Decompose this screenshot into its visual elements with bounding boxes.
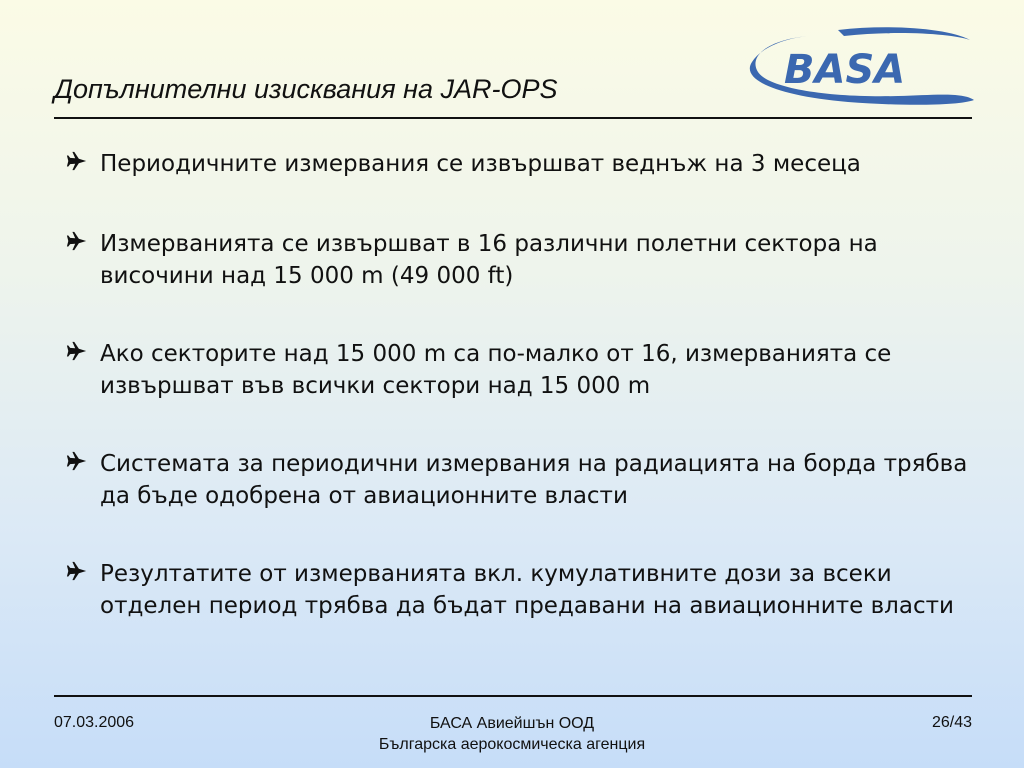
slide-title: Допълнителни изисквания на JAR-OPS bbox=[54, 74, 558, 104]
footer-date: 07.03.2006 bbox=[54, 714, 135, 731]
airplane-icon bbox=[66, 150, 88, 172]
basa-logo-graphic bbox=[748, 22, 976, 108]
airplane-icon bbox=[66, 230, 88, 252]
footer-divider bbox=[54, 695, 972, 697]
airplane-icon bbox=[66, 340, 88, 362]
logo-text: BASA bbox=[784, 47, 906, 93]
title-divider bbox=[54, 117, 972, 119]
footer-agency: Българска аерокосмическа агенция bbox=[378, 736, 646, 753]
bullet-text: Измерванията се извършват в 16 различни полетни сектора на височини над 15 000 m (49 000 ft) bbox=[100, 231, 878, 289]
bullet-text: Ако секторите над 15 000 m са по-малко от 16, измерванията се извършват във всички сектори над 15 000 m bbox=[100, 341, 892, 399]
basa-logo bbox=[748, 22, 976, 108]
page-number: 26/43 bbox=[931, 714, 972, 731]
footer-company: БАСА Авиейшън ООД bbox=[429, 715, 595, 732]
bullet-text: Резултатите от измерванията вкл. кумулативните дози за всеки отделен период трябва да бъдат предавани на авиационните власти bbox=[100, 561, 954, 619]
bullet-text: Периодичните измервания се извършват веднъж на 3 месеца bbox=[100, 151, 861, 177]
airplane-icon bbox=[66, 560, 88, 582]
footer-organization bbox=[312, 713, 712, 755]
airplane-icon bbox=[66, 450, 88, 472]
bullet-text: Системата за периодични измервания на радиацията на борда трябва да бъде одобрена от авиационните власти bbox=[100, 451, 968, 509]
